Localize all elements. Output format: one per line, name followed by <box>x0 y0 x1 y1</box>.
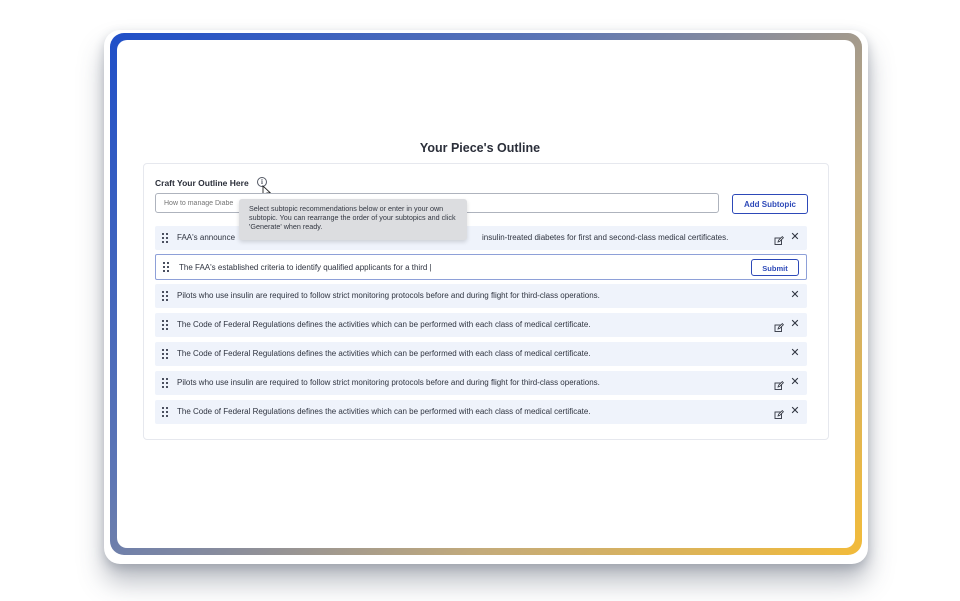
close-icon[interactable]: ✕ <box>790 289 800 301</box>
subtopic-row[interactable] <box>155 313 807 337</box>
drag-handle-icon[interactable] <box>162 378 168 388</box>
add-subtopic-button[interactable]: Add Subtopic <box>732 194 808 214</box>
drag-handle-icon[interactable] <box>162 349 168 359</box>
subtopic-row[interactable] <box>155 342 807 366</box>
subtopic-text: The Code of Federal Regulations defines the activities which can be performed with each class of medical certificate. <box>177 320 591 329</box>
drag-handle-icon[interactable] <box>163 262 169 272</box>
close-icon[interactable]: ✕ <box>790 231 800 243</box>
subtopic-text: The Code of Federal Regulations defines the activities which can be performed with each class of medical certificate. <box>177 349 591 358</box>
close-icon[interactable]: ✕ <box>790 376 800 388</box>
subtopic-row[interactable] <box>155 284 807 308</box>
info-tooltip: Select subtopic recommendations below or enter in your own subtopic. You can rearrange the order of your subtopics and click 'Generate' when ready. <box>239 199 467 240</box>
subtopic-text: FAA's announce <box>177 233 236 242</box>
subtopic-edit-text[interactable]: The FAA's established criteria to identify qualified applicants for a third | <box>179 263 432 272</box>
subtopic-row[interactable] <box>155 371 807 395</box>
drag-handle-icon[interactable] <box>162 320 168 330</box>
drag-handle-icon[interactable] <box>162 291 168 301</box>
edit-icon[interactable] <box>774 407 784 417</box>
subtopic-row[interactable] <box>155 400 807 424</box>
edit-icon[interactable] <box>774 233 784 243</box>
edit-icon[interactable] <box>774 378 784 388</box>
page-title: Your Piece's Outline <box>419 141 541 155</box>
submit-button[interactable]: Submit <box>751 259 799 276</box>
subtopic-text: The Code of Federal Regulations defines the activities which can be performed with each class of medical certificate. <box>177 407 591 416</box>
subtopic-text: Pilots who use insulin are required to follow strict monitoring protocols before and during flight for third-class operations. <box>177 291 600 300</box>
drag-handle-icon[interactable] <box>162 233 168 243</box>
close-icon[interactable]: ✕ <box>790 405 800 417</box>
close-icon[interactable]: ✕ <box>790 347 800 359</box>
section-label: Craft Your Outline Here <box>155 178 249 188</box>
subtopic-text: Pilots who use insulin are required to follow strict monitoring protocols before and during flight for third-class operations. <box>177 378 600 387</box>
drag-handle-icon[interactable] <box>162 407 168 417</box>
edit-icon[interactable] <box>774 320 784 330</box>
subtopic-row-editing[interactable] <box>155 254 807 280</box>
close-icon[interactable]: ✕ <box>790 318 800 330</box>
subtopic-text-tail: insulin-treated diabetes for first and second-class medical certificates. <box>482 233 729 242</box>
info-icon[interactable]: i <box>257 177 267 187</box>
